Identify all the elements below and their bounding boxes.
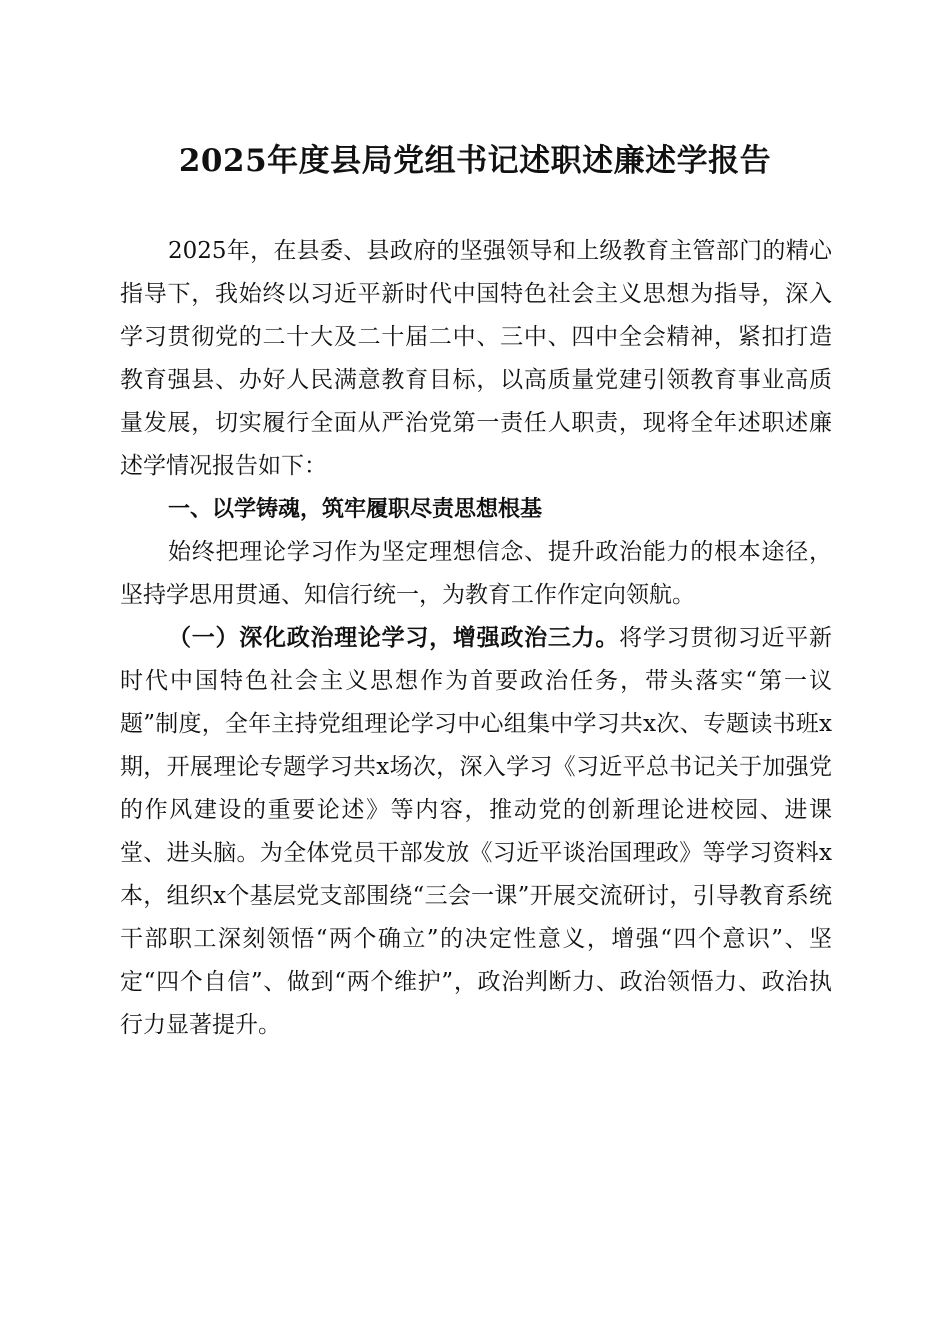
document-title: 2025年度县局党组书记述职述廉述学报告 — [178, 143, 772, 179]
intro-paragraph: 2025年，在县委、县政府的坚强领导和上级教育主管部门的精心指导下，我始终以习近平新时代中国特色社会主义思想为指导，深入学习贯彻党的二十大及二十届二中、三中、四中全会精神，紧扣打造教育强县、办好人民满意教育目标，以高质量党建引领教育事业高质量发展，切实履行全面从严治党第一责任人职责，现将全年述职述廉述学情况报告如下： — [120, 238, 832, 479]
section-1-paragraph: 始终把理论学习作为坚定理想信念、提升政治能力的根本途径，坚持学思用贯通、知信行统一，为教育工作作定向领航。 — [120, 539, 832, 608]
section-heading-1: 一、以学铸魂，筑牢履职尽责思想根基 — [168, 497, 543, 522]
document-body — [120, 230, 832, 1047]
subsection-1-paragraph — [120, 617, 832, 1047]
subsection-1-text: 将学习贯彻习近平新时代中国特色社会主义思想作为首要政治任务，带头落实“第一议题”制度，全年主持党组理论学习中心组集中学习共x次、专题读书班x期，开展理论专题学习共x场次，深入学习《习近平总书记关于加强党的作风建设的重要论述》等内容，推动党的创新理论进校园、进课堂、进头脑。为全体党员干部发放《习近平谈治国理政》等学习资料x本，组织x个基层党支部围绕“三会一课”开展交流研讨，引导教育系统干部职工深刻领悟“两个确立”的决定性意义，增强“四个意识”、坚定“四个自信”、做到“两个维护”，政治判断力、政治领悟力、政治执行力显著提升。 — [120, 625, 833, 1038]
subsection-heading-1: （一）深化政治理论学习，增强政治三力。 — [168, 625, 620, 651]
